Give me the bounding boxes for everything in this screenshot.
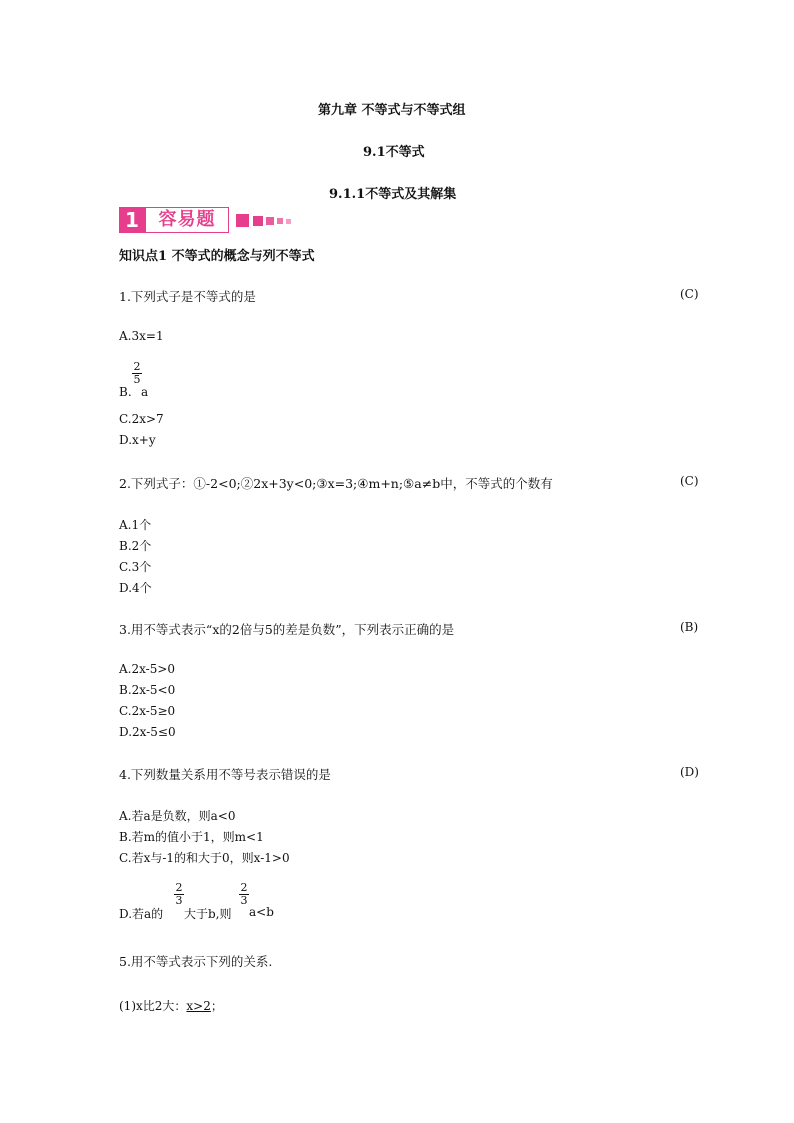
option-4a: A.若a是负数，则a<0	[119, 809, 236, 823]
decor-square-3	[266, 217, 274, 225]
question-1-stem: 1.下列式子是不等式的是	[119, 289, 256, 304]
subsection-title: 9.1.1不等式及其解集	[329, 187, 457, 202]
option-3d: D.2x-5≤0	[119, 725, 176, 739]
option-3c: C.2x-5≥0	[119, 704, 176, 718]
option-1d: D.x+y	[119, 433, 156, 447]
question-2-stem: 2.下列式子：①-2<0;②2x+3y<0;③x=3;④m+n;⑤a≠b中，不等式的个数有	[119, 476, 553, 491]
decor-square-4	[277, 218, 283, 224]
decor-square-5	[286, 219, 291, 224]
badge-number: 1	[119, 207, 145, 233]
sub1-answer: x>2	[186, 999, 211, 1013]
knowledge-point-heading: 知识点1 不等式的概念与列不等式	[119, 249, 315, 264]
option-1b: B.	[119, 385, 132, 399]
option-3a: A.2x-5>0	[119, 662, 176, 676]
fraction-numerator: 2	[240, 881, 248, 894]
decor-square-2	[253, 216, 263, 226]
badge-label: 容易题	[145, 207, 229, 233]
option-3b: B.2x-5<0	[119, 683, 176, 697]
option-2b: B.2个	[119, 539, 152, 553]
option-4c: C.若x与-1的和大于0，则x-1>0	[119, 851, 290, 865]
question-2-answer: (C)	[680, 474, 699, 488]
chapter-title: 第九章 不等式与不等式组	[318, 103, 466, 118]
decor-square-1	[236, 214, 249, 227]
question-4-answer: (D)	[680, 765, 699, 779]
option-2d: D.4个	[119, 581, 152, 595]
option-1a: A.3x=1	[119, 329, 164, 343]
sub1-suffix: ；	[210, 999, 223, 1013]
difficulty-badge	[119, 207, 229, 233]
option-4d-prefix: D.若a的	[119, 907, 164, 921]
option-2c: C.3个	[119, 560, 152, 574]
fraction-denominator: 5	[133, 373, 141, 386]
fraction-denominator: 3	[240, 894, 248, 907]
option-1b-fraction	[132, 362, 142, 385]
sub1-prefix: (1)x比2大：	[119, 999, 187, 1013]
question-3-stem: 3.用不等式表示“x的2倍与5的差是负数”，下列表示正确的是	[119, 622, 455, 637]
fraction-numerator: 2	[133, 360, 141, 373]
section-title: 9.1不等式	[363, 145, 425, 160]
question-3-answer: (B)	[680, 620, 699, 634]
option-4d-middle: 大于b,则	[184, 907, 232, 921]
option-4d-fraction-2	[239, 883, 249, 906]
question-4-stem: 4.下列数量关系用不等号表示错误的是	[119, 767, 331, 782]
option-4d-fraction-1	[174, 883, 184, 906]
option-1b-variable: a	[141, 385, 149, 399]
fraction-numerator: 2	[175, 881, 183, 894]
fraction-denominator: 3	[175, 894, 183, 907]
option-4d-suffix: a<b	[249, 905, 274, 919]
option-2a: A.1个	[119, 518, 152, 532]
question-1-answer: (C)	[680, 287, 699, 301]
question-5-sub1	[119, 997, 223, 1014]
question-5-stem: 5.用不等式表示下列的关系.	[119, 954, 273, 969]
option-4b: B.若m的值小于1，则m<1	[119, 830, 264, 844]
option-1c: C.2x>7	[119, 412, 164, 426]
